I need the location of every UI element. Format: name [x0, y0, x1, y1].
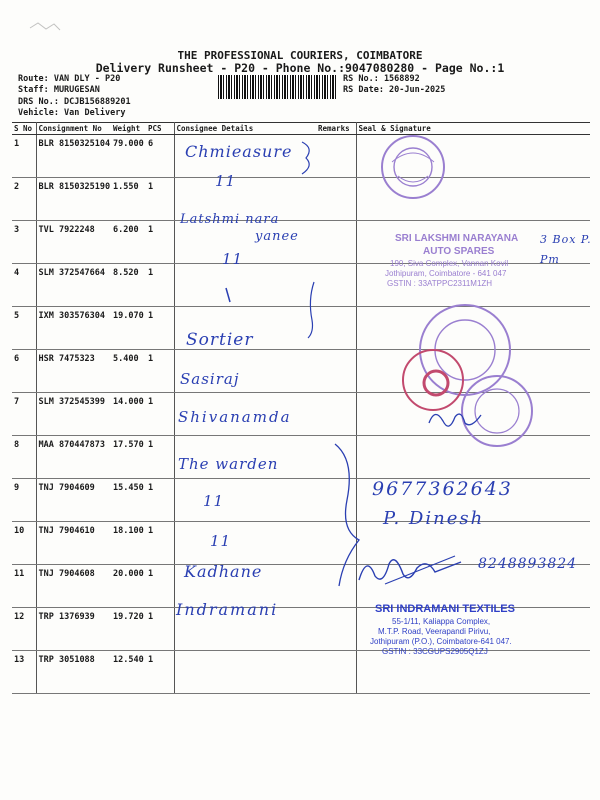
handwritten-phone: 8248893824	[478, 556, 578, 572]
signature-icon	[355, 550, 465, 588]
cell-weight: 6.200	[111, 221, 146, 264]
cell-sno: 7	[12, 393, 36, 436]
cell-pcs: 1	[146, 436, 174, 479]
handwritten-consignee: Indramani	[176, 600, 279, 619]
cell-sno: 2	[12, 178, 36, 221]
col-pcs: PCS	[146, 123, 174, 135]
stamp-line: GSTIN : 33ATPPC2311M1ZH	[387, 279, 493, 288]
company-title: THE PROFESSIONAL COURIERS, COIMBATORE	[177, 49, 423, 62]
cell-sno: 1	[12, 135, 36, 178]
cell-consignment: SLM 372547664	[36, 264, 111, 307]
rs-number: RS No.: 1568892	[343, 74, 420, 84]
cell-consignment: TNJ 7904610	[36, 522, 111, 565]
route-label: Route: VAN DLY - P20	[18, 74, 121, 84]
cell-weight: 5.400	[111, 350, 146, 393]
staff-label: Staff: MURUGESAN	[18, 85, 100, 95]
barcode	[218, 75, 336, 99]
cell-consignment: TVL 7922248	[36, 221, 111, 264]
stamp-line: Jothipuram, Coimbatore - 641 047	[385, 269, 507, 278]
stamp-line: SRI INDRAMANI TEXTILES	[375, 603, 515, 615]
signature-icon	[425, 405, 485, 435]
cell-consignment: TRP 1376939	[36, 608, 111, 651]
cell-remarks	[316, 608, 356, 651]
handwritten-consignee: Kadhane	[184, 562, 263, 581]
cell-consignment: IXM 303576304	[36, 307, 111, 350]
cell-pcs: 1	[146, 565, 174, 608]
cell-remarks	[316, 221, 356, 264]
col-weight: Weight	[111, 123, 146, 135]
runsheet-subtitle: Delivery Runsheet - P20 - Phone No.:9047080280 - Page No.:1	[95, 61, 505, 75]
cell-weight: 12.540	[111, 651, 146, 694]
cell-pcs: 1	[146, 264, 174, 307]
col-seal: Seal & Signature	[356, 123, 590, 135]
col-consignee: Consignee Details	[174, 123, 316, 135]
cell-pcs: 1	[146, 651, 174, 694]
handwritten-consignee: 11	[203, 492, 225, 510]
cell-remarks	[316, 350, 356, 393]
bracket-mark-icon	[298, 140, 318, 176]
cell-consignee	[174, 522, 316, 565]
cell-sno: 8	[12, 436, 36, 479]
cell-consignee	[174, 479, 316, 522]
rs-date: RS Date: 20-Jun-2025	[343, 85, 446, 95]
cell-weight: 20.000	[111, 565, 146, 608]
cell-pcs: 1	[146, 307, 174, 350]
handwritten-consignee: The warden	[178, 455, 279, 473]
cell-remarks	[316, 393, 356, 436]
cell-remarks	[316, 178, 356, 221]
cell-pcs: 1	[146, 221, 174, 264]
vehicle-label: Vehicle: Van Delivery	[18, 108, 126, 118]
cell-sno: 10	[12, 522, 36, 565]
cell-sno: 13	[12, 651, 36, 694]
drs-number: DRS No.: DCJB156889201	[18, 97, 131, 107]
cell-sno: 4	[12, 264, 36, 307]
cell-remarks	[316, 135, 356, 178]
cell-weight: 15.450	[111, 479, 146, 522]
cell-consignment: TRP 3051088	[36, 651, 111, 694]
handwritten-consignee: yanee	[255, 229, 299, 244]
cell-pcs: 1	[146, 479, 174, 522]
cell-pcs: 1	[146, 608, 174, 651]
cell-remarks	[316, 651, 356, 694]
cell-pcs: 6	[146, 135, 174, 178]
cell-sno: 5	[12, 307, 36, 350]
stamp-line: GSTIN : 33CGUPS2905Q1ZJ	[382, 647, 488, 656]
handwritten-note: 3 Box P. Pm	[540, 233, 592, 266]
cell-sno: 9	[12, 479, 36, 522]
col-consignment: Consignment No	[36, 123, 111, 135]
cell-weight: 1.550	[111, 178, 146, 221]
handwritten-consignee: Sasiraj	[180, 370, 240, 388]
stamp-line: 190, Siva Complex, Vannan Kovil	[390, 259, 509, 268]
cell-sno: 12	[12, 608, 36, 651]
cell-weight: 14.000	[111, 393, 146, 436]
cell-consignee	[174, 651, 316, 694]
cell-seal	[356, 651, 590, 694]
cell-weight: 19.070	[111, 307, 146, 350]
corner-mark-icon	[28, 20, 62, 36]
cell-sno: 6	[12, 350, 36, 393]
cell-consignment: MAA 870447873	[36, 436, 111, 479]
stamp-line: AUTO SPARES	[423, 246, 495, 257]
cell-consignment: TNJ 7904608	[36, 565, 111, 608]
cell-consignment: TNJ 7904609	[36, 479, 111, 522]
handwritten-name: P. Dinesh	[383, 508, 485, 529]
handwritten-consignee: Shivanamda	[178, 408, 292, 426]
cell-consignment: HSR 7475323	[36, 350, 111, 393]
cell-consignment: BLR 8150325104	[36, 135, 111, 178]
handwritten-consignee: 11	[210, 532, 232, 550]
col-sno: S No	[12, 123, 36, 135]
stamp-line: M.T.P. Road, Veerapandi Pirivu,	[378, 627, 491, 636]
table-row	[12, 651, 590, 694]
handwritten-consignee: 11	[222, 250, 244, 268]
cell-weight: 79.000	[111, 135, 146, 178]
table-row	[12, 178, 590, 221]
cell-pcs: 1	[146, 178, 174, 221]
handwritten-consignee: Sortier	[186, 330, 254, 350]
cell-pcs: 1	[146, 522, 174, 565]
cell-weight: 17.570	[111, 436, 146, 479]
col-remarks: Remarks	[316, 123, 356, 135]
cell-weight: 19.720	[111, 608, 146, 651]
stamp-line: 55-1/11, Kaliappa Complex,	[392, 617, 491, 626]
handwritten-consignee: Chmieasure	[185, 142, 293, 161]
cell-consignment: SLM 372545399	[36, 393, 111, 436]
stamp-line: SRI LAKSHMI NARAYANA	[395, 233, 519, 244]
cell-sno: 11	[12, 565, 36, 608]
cell-consignment: BLR 8150325190	[36, 178, 111, 221]
cell-weight: 18.100	[111, 522, 146, 565]
handwritten-consignee: Latshmi nara	[180, 212, 280, 227]
table-header-row	[12, 123, 590, 135]
stamp-line: Jothipuram (P.O.), Coimbatore-641 047.	[370, 637, 512, 646]
handwritten-phone: 9677362643	[372, 478, 513, 500]
round-seal-icon	[378, 132, 448, 202]
cell-pcs: 1	[146, 393, 174, 436]
handwritten-consignee: 11	[215, 172, 237, 190]
cell-sno: 3	[12, 221, 36, 264]
cell-pcs: 1	[146, 350, 174, 393]
cell-weight: 8.520	[111, 264, 146, 307]
